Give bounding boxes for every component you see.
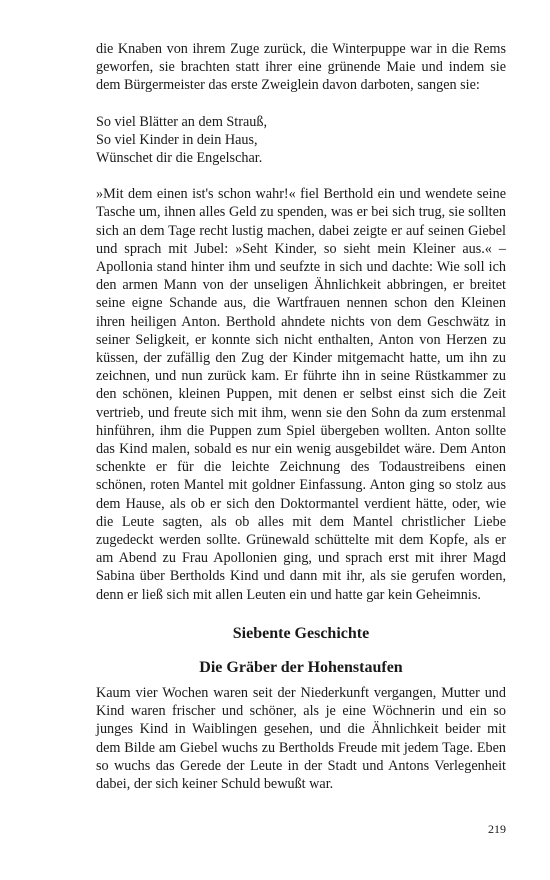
chapter-number-heading: Siebente Geschichte: [232, 624, 370, 642]
poem-verse: [96, 113, 506, 168]
paragraph-main: »Mit dem einen ist's schon wahr!« fiel Berthold ein und wendete seine Tasche um, ihnen alles Geld zu spenden, was er bei sich trug, sie sollten sich an dem Tage recht lustig machen, dabei zeigte er auf seinen Giebel und sprach mit Jubel: »Seht Kinder, so sieht mein Kleiner aus.« – Apollonia stand hinter ihm und seufzte in sich und dachte: Wie soll ich den armen Mann von der unseligen Ähnlichkeit abbringen, er breitet seine eigne Schande aus, die Wartfrauen nennen schon den Kleinen ihren heiligen Anton. Berthold ahndete nichts von dem Geschwätz in seiner Seligkeit, er konnte sich nicht enthalten, Anton von Herzen zu küssen, der zufällig den Zug der Kinder mitgemacht hatte, um ihn zu zeichnen, und nun zurück kam. Er führte ihn in seine Rüstkammer zu den schönen, kleinen Puppen, mit denen er selbst einst sich die Zeit vertrieb, und freute sich mit ihm, wenn sie den Sohn da zum erstenmal hinführen, ihm die Puppen zum Spiel übergeben wollten. Anton sollte das Kind malen, sobald es nur ein wenig ausgebildet wäre. Dem Anton schenkte er für die leichte Zeichnung des Todaustreibens einen schönen, roten Mantel mit goldner Einfassung. Anton ging so stolz aus dem Hause, als ob er sich den Doktormantel verdient hätte, oder, wie die Leute sagten, als ob alles mit dem Mantel christlicher Liebe zugedeckt werden sollte. Grünewald schüttelte mit dem Kopfe, als er am Abend zu Frau Apollonien ging, und sprach erst mit ihrer Magd Sabina über Bertholds Kind und dann mit ihr, als sie gerufen worden, denn er ließ sich mit allen Leuten ein und hatte gar kein Geheimnis.: [96, 186, 506, 603]
page-number: 219: [488, 822, 506, 836]
poem-line-3: Wünschet dir die Engelschar.: [96, 150, 263, 167]
poem-line-2: So viel Kinder in dein Haus,: [96, 131, 258, 148]
paragraph-opening: die Knaben von ihrem Zuge zurück, die Winterpuppe war in die Rems geworfen, sie brachten statt ihrer eine grünende Maie und indem sie dem Bürgermeister das erste Zweiglein davon darboten, sangen sie:: [96, 41, 506, 94]
poem-line-1: So viel Blätter an dem Strauß,: [96, 113, 268, 130]
paragraph-chapter-start: Kaum vier Wochen waren seit der Niederkunft vergangen, Mutter und Kind waren frischer und schöner, als je eine Wöchnerin und ein so junges Kind in Waiblingen gesehen, und die Ähnlichkeit beider mit dem Bilde am Giebel wuchs zu Bertholds Freude mit jedem Tage. Eben so wuchs das Gerede der Leute in der Stadt und Antons Verlegenheit dabei, der sich keiner Schuld bewußt war.: [96, 684, 506, 792]
book-page: [96, 40, 506, 793]
chapter-title-heading: Die Gräber der Hohenstaufen: [199, 658, 403, 676]
